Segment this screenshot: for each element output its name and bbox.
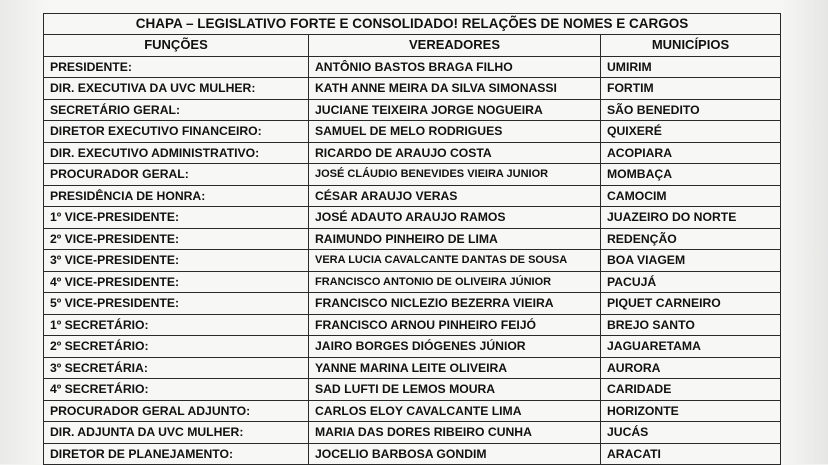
table-row xyxy=(44,78,781,100)
cell-funcao: PRESIDENTE: xyxy=(44,56,309,78)
cell-vereador: FRANCISCO ANTONIO DE OLIVEIRA JÚNIOR xyxy=(309,271,601,293)
cell-funcao: 1º SECRETÁRIO: xyxy=(44,314,309,336)
title-row xyxy=(44,14,781,35)
cell-vereador: YANNE MARINA LEITE OLIVEIRA xyxy=(309,357,601,379)
cell-vereador: JAIRO BORGES DIÓGENES JÚNIOR xyxy=(309,336,601,358)
cell-funcao: 3º SECRETÁRIA: xyxy=(44,357,309,379)
table-row xyxy=(44,400,781,422)
table-row xyxy=(44,314,781,336)
cell-municipio: ACOPIARA xyxy=(601,142,781,164)
cell-funcao: 3º VICE-PRESIDENTE: xyxy=(44,250,309,272)
table-row xyxy=(44,207,781,229)
cell-funcao: 2º SECRETÁRIO: xyxy=(44,336,309,358)
cell-vereador: MARIA DAS DORES RIBEIRO CUNHA xyxy=(309,422,601,444)
header-municipios: MUNICÍPIOS xyxy=(601,35,781,57)
cell-municipio: BOA VIAGEM xyxy=(601,250,781,272)
cell-vereador: VERA LUCIA CAVALCANTE DANTAS DE SOUSA xyxy=(309,250,601,272)
cell-vereador: JOSÉ CLÁUDIO BENEVIDES VIEIRA JUNIOR xyxy=(309,164,601,186)
cell-vereador: SAMUEL DE MELO RODRIGUES xyxy=(309,121,601,143)
cell-municipio: HORIZONTE xyxy=(601,400,781,422)
cell-vereador: JUCIANE TEIXEIRA JORGE NOGUEIRA xyxy=(309,99,601,121)
table-row xyxy=(44,443,781,465)
cell-vereador: CÉSAR ARAUJO VERAS xyxy=(309,185,601,207)
cell-vereador: FRANCISCO NICLEZIO BEZERRA VIEIRA xyxy=(309,293,601,315)
cell-vereador: KATH ANNE MEIRA DA SILVA SIMONASSI xyxy=(309,78,601,100)
cell-funcao: DIR. ADJUNTA DA UVC MULHER: xyxy=(44,422,309,444)
cell-municipio: QUIXERÉ xyxy=(601,121,781,143)
cell-vereador: FRANCISCO ARNOU PINHEIRO FEIJÓ xyxy=(309,314,601,336)
cell-municipio: JUAZEIRO DO NORTE xyxy=(601,207,781,229)
cell-funcao: 1º VICE-PRESIDENTE: xyxy=(44,207,309,229)
cell-municipio: JAGUARETAMA xyxy=(601,336,781,358)
table-row xyxy=(44,357,781,379)
cell-municipio: CAMOCIM xyxy=(601,185,781,207)
cell-municipio: JUCÁS xyxy=(601,422,781,444)
cell-funcao: DIR. EXECUTIVA DA UVC MULHER: xyxy=(44,78,309,100)
cell-funcao: 4º SECRETÁRIO: xyxy=(44,379,309,401)
table-row xyxy=(44,164,781,186)
cell-vereador: JOSÉ ADAUTO ARAUJO RAMOS xyxy=(309,207,601,229)
table-row xyxy=(44,228,781,250)
cell-funcao: 4º VICE-PRESIDENTE: xyxy=(44,271,309,293)
cell-funcao: PROCURADOR GERAL: xyxy=(44,164,309,186)
table-row xyxy=(44,185,781,207)
cell-municipio: BREJO SANTO xyxy=(601,314,781,336)
table-row xyxy=(44,422,781,444)
cell-municipio: ARACATI xyxy=(601,443,781,465)
table-row xyxy=(44,379,781,401)
cell-funcao: PRESIDÊNCIA DE HONRA: xyxy=(44,185,309,207)
table-row xyxy=(44,142,781,164)
table-row xyxy=(44,56,781,78)
header-vereadores: VEREADORES xyxy=(309,35,601,57)
header-row xyxy=(44,35,781,57)
table-row xyxy=(44,293,781,315)
table-row xyxy=(44,121,781,143)
document-title: CHAPA – LEGISLATIVO FORTE E CONSOLIDADO! RELAÇÕES DE NOMES E CARGOS xyxy=(44,14,781,35)
table-body xyxy=(44,56,781,465)
table-row xyxy=(44,336,781,358)
cell-vereador: SAD LUFTI DE LEMOS MOURA xyxy=(309,379,601,401)
cell-municipio: CARIDADE xyxy=(601,379,781,401)
cell-municipio: SÃO BENEDITO xyxy=(601,99,781,121)
cell-funcao: PROCURADOR GERAL ADJUNTO: xyxy=(44,400,309,422)
cell-municipio: PACUJÁ xyxy=(601,271,781,293)
cell-vereador: RICARDO DE ARAUJO COSTA xyxy=(309,142,601,164)
cell-municipio: AURORA xyxy=(601,357,781,379)
table-row xyxy=(44,271,781,293)
cell-funcao: DIRETOR EXECUTIVO FINANCEIRO: xyxy=(44,121,309,143)
cell-municipio: REDENÇÃO xyxy=(601,228,781,250)
cell-vereador: ANTÔNIO BASTOS BRAGA FILHO xyxy=(309,56,601,78)
cell-vereador: CARLOS ELOY CAVALCANTE LIMA xyxy=(309,400,601,422)
cell-funcao: 5º VICE-PRESIDENTE: xyxy=(44,293,309,315)
cell-vereador: JOCELIO BARBOSA GONDIM xyxy=(309,443,601,465)
cell-municipio: UMIRIM xyxy=(601,56,781,78)
cell-funcao: SECRETÁRIO GERAL: xyxy=(44,99,309,121)
header-funcoes: FUNÇÕES xyxy=(44,35,309,57)
cell-funcao: 2º VICE-PRESIDENTE: xyxy=(44,228,309,250)
cell-municipio: MOMBAÇA xyxy=(601,164,781,186)
table-row xyxy=(44,99,781,121)
cell-funcao: DIRETOR DE PLANEJAMENTO: xyxy=(44,443,309,465)
cell-vereador: RAIMUNDO PINHEIRO DE LIMA xyxy=(309,228,601,250)
roster-table xyxy=(43,13,781,465)
table-row xyxy=(44,250,781,272)
cell-municipio: PIQUET CARNEIRO xyxy=(601,293,781,315)
cell-municipio: FORTIM xyxy=(601,78,781,100)
cell-funcao: DIR. EXECUTIVO ADMINISTRATIVO: xyxy=(44,142,309,164)
